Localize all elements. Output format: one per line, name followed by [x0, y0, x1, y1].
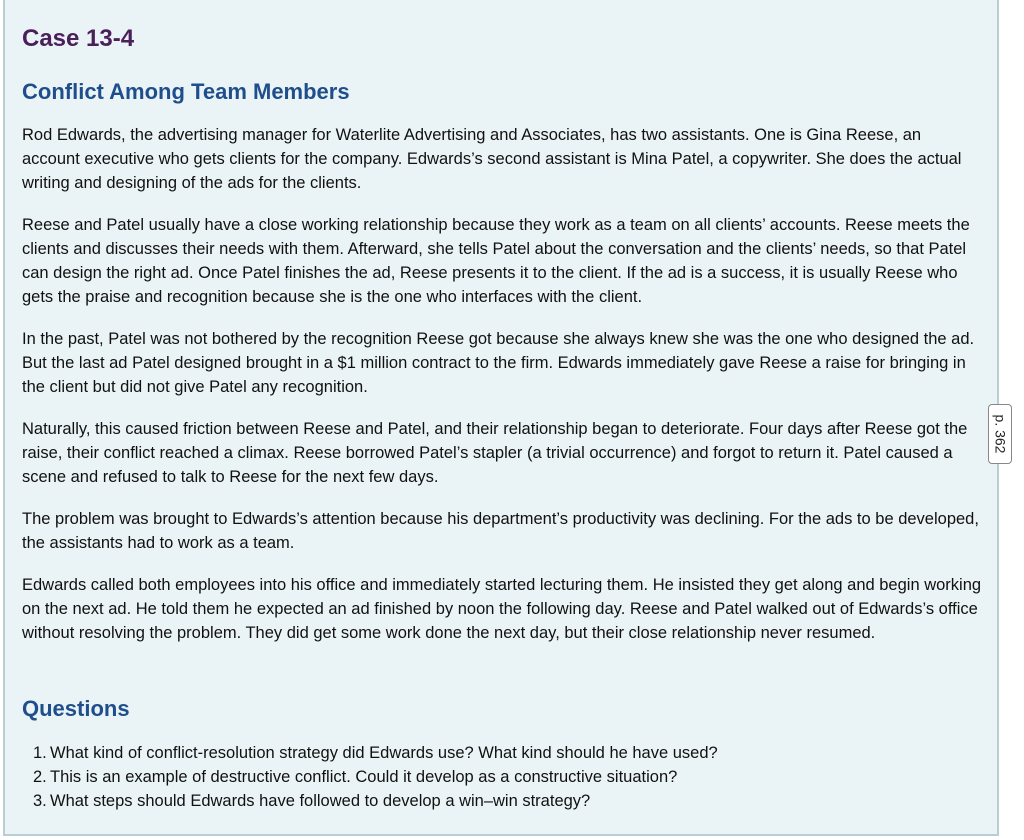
question-text: What steps should Edwards have followed to develop a win–win strategy?: [50, 792, 591, 810]
case-paragraph: In the past, Patel was not bothered by the recognition Reese got because she always knew she was the one who designed the ad. But the last ad Patel designed brought in a $1 million contract to the firm. Edwards immediately gave Reese a raise for bringing in the client but did not give Patel any recognition.: [22, 330, 975, 396]
question-text: What kind of conflict-resolution strategy did Edwards use? What kind should he have used?: [50, 744, 718, 762]
case-paragraph: Reese and Patel usually have a close working relationship because they work as a team on all clients’ accounts. Reese meets the clients and discusses their needs with them. Afterward, she tells Patel about the conversation and the clients’ needs, so that Patel can design the right ad. Once Patel finishes the ad, Reese presents it to the client. If the ad is a success, it is usually Reese who gets the praise and recognition because she is the one who interfaces with the client.: [22, 216, 970, 306]
page-number-marker: [988, 404, 1012, 464]
case-title: Case 13-4: [22, 25, 135, 52]
page-number-label: p. 362: [992, 414, 1008, 454]
question-item: [22, 741, 962, 765]
question-item: [22, 789, 962, 813]
question-text: This is an example of destructive conflict. Could it develop as a constructive situation?: [50, 768, 678, 786]
question-number: 3.: [33, 792, 47, 810]
question-number: 2.: [33, 768, 47, 786]
question-number: 1.: [33, 744, 47, 762]
case-body: [22, 123, 982, 663]
questions-list: [22, 741, 962, 813]
case-study-box: [3, 0, 999, 836]
case-paragraph: Edwards called both employees into his office and immediately started lecturing them. He insisted they get along and begin working on the next ad. He told them he expected an ad finished by noon the following day. Reese and Patel walked out of Edwards’s office without resolving the problem. They did get some work done the next day, but their close relationship never resumed.: [22, 576, 982, 642]
questions-heading: Questions: [22, 696, 130, 721]
case-paragraph: Naturally, this caused friction between Reese and Patel, and their relationship began to deteriorate. Four days after Reese got the raise, their conflict reached a climax. Reese borrowed Patel’s stapler (a trivial occurrence) and forgot to return it. Patel caused a scene and refused to talk to Reese for the next few days.: [22, 420, 968, 486]
case-paragraph: Rod Edwards, the advertising manager for Waterlite Advertising and Associates, has two assistants. One is Gina Reese, an account executive who gets clients for the company. Edwards’s second assistant is Mina Patel, a copywriter. She does the actual writing and designing of the ads for the clients.: [22, 126, 962, 192]
question-item: [22, 765, 962, 789]
case-subtitle: Conflict Among Team Members: [22, 79, 350, 104]
case-paragraph: The problem was brought to Edwards’s attention because his department’s productivity was declining. For the ads to be developed, the assistants had to work as a team.: [22, 510, 979, 552]
